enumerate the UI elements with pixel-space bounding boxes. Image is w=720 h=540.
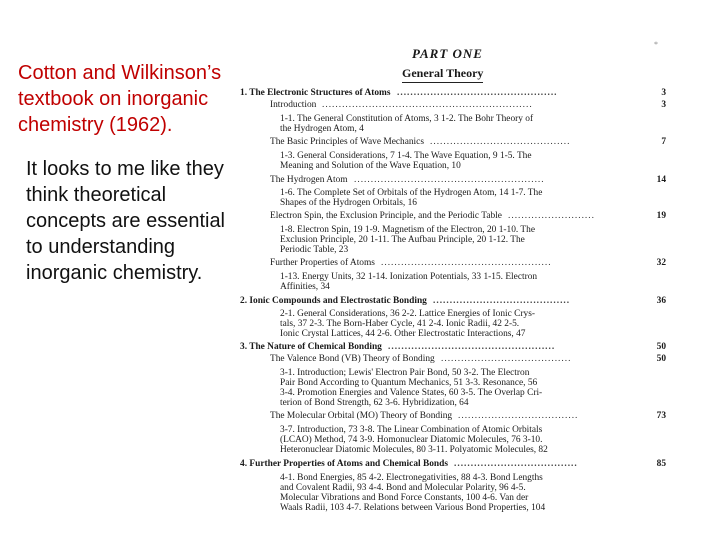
toc-entry-text: Heteronuclear Diatomic Molecules, 80 3-11. Polyatomic Molecules, 82 (280, 445, 548, 455)
toc-entry-row (240, 114, 670, 124)
toc-entry-row (240, 388, 670, 398)
toc-page-number: 3 (661, 100, 666, 110)
toc-entry-row (240, 100, 670, 110)
toc-entry-text: The Hydrogen Atom (270, 175, 348, 185)
toc-entry-row (240, 272, 670, 282)
toc-leader-dots: ................................................... (381, 258, 552, 268)
toc-entry-text: 4. Further Properties of Atoms and Chemical Bonds (240, 459, 448, 469)
toc-entry-row (240, 225, 670, 235)
toc-entry-row (240, 319, 670, 329)
toc-entry-row (240, 282, 670, 292)
caption-comment: It looks to me like they think theoretical concepts are essential to understanding inorganic chemistry. (26, 158, 226, 284)
toc-entry-row (240, 493, 670, 503)
toc-entry-text: the Hydrogen Atom, 4 (280, 124, 364, 134)
toc-page-number: 50 (656, 342, 666, 352)
toc-entry-row (240, 445, 670, 455)
toc-entry-text: and Covalent Radii, 93 4-4. Bond and Molecular Polarity, 96 4-5. (280, 483, 526, 493)
toc-entry-text: The Valence Bond (VB) Theory of Bonding (270, 354, 435, 364)
toc-entry-text: 2-1. General Considerations, 36 2-2. Lattice Energies of Ionic Crys- (280, 309, 535, 319)
toc-leader-dots: .......................................... (430, 137, 571, 147)
toc-leader-dots: ..................................... (454, 459, 578, 469)
toc-entry-text: 1-13. Energy Units, 32 1-14. Ionization Potentials, 33 1-15. Electron (280, 272, 538, 282)
toc-entry-row (240, 309, 670, 319)
toc-entry-text: 1-8. Electron Spin, 19 1-9. Magnetism of the Electron, 20 1-10. The (280, 225, 535, 235)
toc-entry-row (240, 483, 670, 493)
toc-page-number: 7 (661, 137, 666, 147)
table-of-contents-scan (240, 40, 670, 520)
toc-entry-text: (LCAO) Method, 74 3-9. Homonuclear Diatomic Molecules, 76 3-10. (280, 435, 543, 445)
toc-entry-row (240, 435, 670, 445)
part-title: PART ONE (412, 46, 483, 61)
toc-entry-row (240, 411, 670, 421)
toc-entry-text: Pair Bond According to Quantum Mechanics, 51 3-3. Resonance, 56 (280, 378, 538, 388)
toc-entry-row (240, 473, 670, 483)
toc-entry-text: Shapes of the Hydrogen Orbitals, 16 (280, 198, 417, 208)
caption-heading: Cotton and Wilkinson’s textbook on inorganic chemistry (1962). (18, 62, 222, 136)
toc-chapter-row (240, 296, 670, 306)
toc-entry-row (240, 161, 670, 171)
toc-entry-row (240, 425, 670, 435)
toc-entry-text: terion of Bond Strength, 62 3-6. Hybridization, 64 (280, 398, 469, 408)
toc-entry-text: 4-1. Bond Energies, 85 4-2. Electronegativities, 88 4-3. Bond Lengths (280, 473, 543, 483)
toc-page-number: 73 (656, 411, 666, 421)
toc-entry-text: 3-1. Introduction; Lewis' Electron Pair Bond, 50 3-2. The Electron (280, 368, 530, 378)
toc-entry-text: 1-1. The General Constitution of Atoms, 3 1-2. The Bohr Theory of (280, 114, 534, 124)
toc-entry-row (240, 175, 670, 185)
toc-entry-row (240, 368, 670, 378)
toc-leader-dots: ....................................... (441, 354, 572, 364)
toc-chapter-row (240, 459, 670, 469)
toc-entry-text: Ionic Crystal Lattices, 44 2-6. Other Electrostatic Interactions, 47 (280, 329, 526, 339)
toc-page-number: 3 (661, 88, 666, 98)
toc-entry-text: The Molecular Orbital (MO) Theory of Bonding (270, 411, 453, 421)
toc-leader-dots: ................................................ (397, 88, 558, 98)
toc-entry-text: Exclusion Principle, 20 1-11. The Aufbau Principle, 20 1-12. The (280, 235, 525, 245)
toc-page-number: 85 (656, 459, 666, 469)
toc-entry-text: 3. The Nature of Chemical Bonding (240, 342, 382, 352)
toc-chapter-row (240, 88, 670, 98)
corner-mark: * (654, 40, 658, 49)
toc-entry-text: 3-7. Introduction, 73 3-8. The Linear Combination of Atomic Orbitals (280, 425, 543, 435)
part-subtitle: General Theory (402, 66, 484, 80)
toc-entry-text: Introduction (270, 100, 317, 110)
toc-entry-row (240, 329, 670, 339)
toc-entry-text: 1-3. General Considerations, 7 1-4. The Wave Equation, 9 1-5. The (280, 151, 532, 161)
toc-entry-text: 1. The Electronic Structures of Atoms (240, 88, 391, 98)
toc-leader-dots: ......................................... (433, 296, 571, 306)
toc-page-number: 32 (656, 258, 666, 268)
toc-entry-row (240, 245, 670, 255)
toc-entry-row (240, 137, 670, 147)
toc-chapter-row (240, 342, 670, 352)
toc-entry-text: Periodic Table, 23 (280, 245, 349, 255)
toc-entry-row (240, 211, 670, 221)
toc-leader-dots: .................................... (458, 411, 579, 421)
toc-entry-row (240, 151, 670, 161)
toc-entry-text: 1-6. The Complete Set of Orbitals of the Hydrogen Atom, 14 1-7. The (280, 188, 543, 198)
toc-entry-text: Electron Spin, the Exclusion Principle, and the Periodic Table (270, 211, 502, 221)
toc-entry-text: The Basic Principles of Wave Mechanics (270, 137, 424, 147)
toc-leader-dots: .................................................. (388, 342, 556, 352)
toc-entry-text: 3-4. Promotion Energies and Valence States, 60 3-5. The Overlap Cri- (280, 388, 543, 398)
toc-leader-dots: .......................... (508, 211, 595, 221)
toc-leader-dots: ......................................................... (354, 175, 545, 185)
toc-entry-row (240, 198, 670, 208)
toc-entry-row (240, 258, 670, 268)
toc-leader-dots: ............................................................... (322, 100, 533, 110)
toc-entry-text: Further Properties of Atoms (270, 258, 375, 268)
toc-entry-row (240, 188, 670, 198)
caption-panel (18, 60, 243, 286)
toc-entry-text: Molecular Vibrations and Bond Force Constants, 100 4-6. Van der (280, 493, 529, 503)
toc-page-number: 14 (656, 175, 666, 185)
toc-entry-text: Affinities, 34 (280, 282, 330, 292)
toc-entry-row (240, 124, 670, 134)
toc-entry-text: 2. Ionic Compounds and Electrostatic Bonding (240, 296, 427, 306)
toc-page-number: 50 (656, 354, 666, 364)
toc-entry-row (240, 354, 670, 364)
toc-page-number: 19 (656, 211, 666, 221)
toc-entry-row (240, 398, 670, 408)
toc-entry-row (240, 378, 670, 388)
toc-entry-text: tals, 37 2-3. The Born-Haber Cycle, 41 2-4. Ionic Radii, 42 2-5. (280, 319, 520, 329)
toc-entry-row (240, 503, 670, 513)
toc-entry-text: Waals Radii, 103 4-7. Relations between Various Bond Properties, 104 (280, 503, 546, 513)
toc-page-number: 36 (656, 296, 666, 306)
toc-entry-row (240, 235, 670, 245)
toc-entry-text: Meaning and Solution of the Wave Equation, 10 (280, 161, 461, 171)
